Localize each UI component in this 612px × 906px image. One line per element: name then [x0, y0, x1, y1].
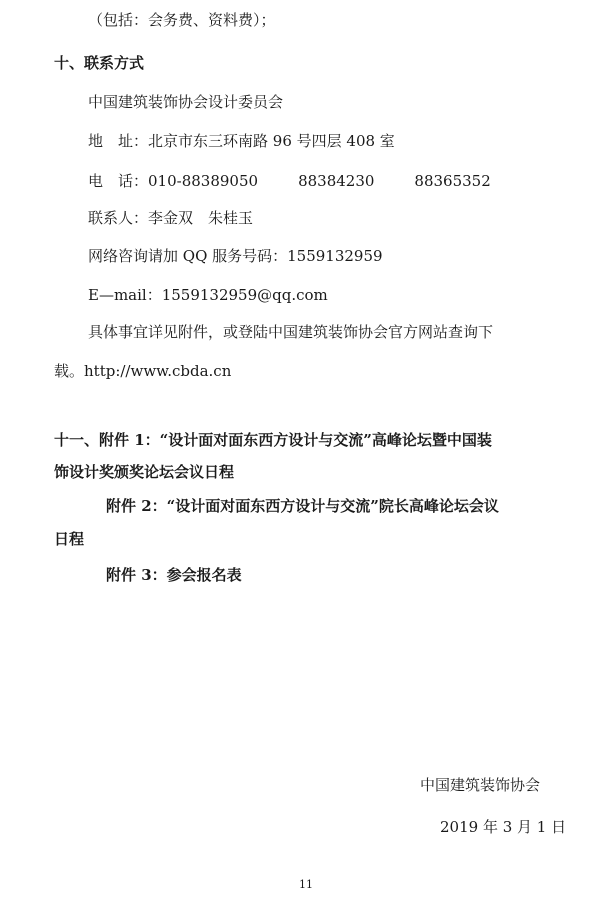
signature-organization: 中国建筑装饰协会 [420, 776, 541, 794]
address-line [88, 131, 395, 151]
qq-line: 网络咨询请加 QQ 服务号码：1559132959 [88, 247, 383, 265]
contact-heading: 十、联系方式 [54, 54, 145, 72]
details-line-2: 载。http://www.cbda.cn [54, 362, 232, 380]
fee-note: （包括：会务费、资料费）； [88, 11, 276, 29]
phone-number-3: 88365352 [414, 172, 491, 190]
phone-label: 电 话： [88, 172, 149, 190]
attachment-2-line-1: 附件 2：“设计面对面东西方设计与交流”院长高峰论坛会议 [106, 497, 499, 515]
organizer-name: 中国建筑装饰协会设计委员会 [88, 93, 284, 111]
contacts-label: 联系人： [88, 209, 149, 227]
details-line-1: 具体事宜详见附件，或登陆中国建筑装饰协会官方网站查询下 [88, 323, 494, 341]
email-line: E—mail：1559132959@qq.com [88, 286, 328, 304]
signature-date: 2019 年 3 月 1 日 [440, 818, 567, 836]
phone-number-1: 010-88389050 [148, 172, 259, 190]
contacts-line [88, 208, 253, 228]
attachment-3: 附件 3：参会报名表 [106, 566, 242, 584]
attachments-heading: 十一、附件 1： [54, 431, 160, 449]
address-value: 北京市东三环南路 96 号四层 408 室 [148, 132, 395, 150]
address-label: 地 址： [88, 132, 149, 150]
contacts-value: 李金双 朱桂玉 [148, 209, 254, 227]
attachment-1-line-1 [54, 430, 492, 450]
phone-line [88, 171, 491, 191]
phone-number-2: 88384230 [298, 172, 375, 190]
page-number: 11 [299, 878, 313, 891]
attachment-1-line-2: 饰设计奖颁奖论坛会议日程 [54, 463, 235, 481]
attachment-1-title: “设计面对面东西方设计与交流”高峰论坛暨中国装 [159, 431, 492, 449]
attachment-2-line-2: 日程 [54, 530, 85, 548]
